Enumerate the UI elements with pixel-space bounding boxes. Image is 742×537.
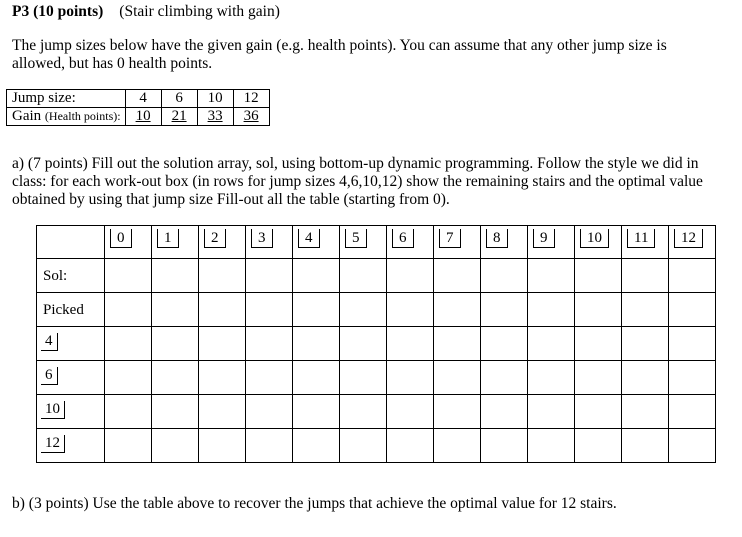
answer-cell[interactable]	[105, 293, 152, 327]
solution-row-jump-12	[37, 429, 716, 463]
answer-cell[interactable]	[246, 327, 293, 361]
answer-cell[interactable]	[575, 361, 622, 395]
row-label-text: Sol:	[43, 268, 68, 284]
answer-cell[interactable]	[669, 259, 716, 293]
answer-cell[interactable]	[387, 361, 434, 395]
answer-cell[interactable]	[387, 429, 434, 463]
row-label	[37, 361, 105, 395]
answer-cell[interactable]	[575, 429, 622, 463]
answer-cell[interactable]	[669, 293, 716, 327]
column-header-label: 1	[157, 229, 179, 248]
gain-cell	[197, 108, 233, 126]
jump-size-cell: 6	[161, 90, 197, 108]
jump-size-cell: 4	[125, 90, 161, 108]
answer-cell[interactable]	[434, 327, 481, 361]
row-label	[37, 395, 105, 429]
jump-size-row	[7, 90, 270, 108]
answer-cell[interactable]	[199, 395, 246, 429]
gain-value: 10	[135, 108, 151, 124]
answer-cell[interactable]	[434, 429, 481, 463]
answer-cell[interactable]	[622, 395, 669, 429]
answer-cell[interactable]	[575, 259, 622, 293]
answer-cell[interactable]	[528, 395, 575, 429]
answer-cell[interactable]	[340, 429, 387, 463]
row-label-text: Picked	[43, 302, 84, 318]
column-header-label: 5	[345, 229, 367, 248]
solution-header-row	[37, 226, 716, 259]
answer-cell[interactable]	[293, 395, 340, 429]
column-header	[481, 226, 528, 259]
gain-label: Gain	[12, 108, 42, 124]
answer-cell[interactable]	[293, 429, 340, 463]
problem-title: (Stair climbing with gain)	[119, 3, 280, 20]
answer-cell[interactable]	[575, 395, 622, 429]
problem-number: P3 (10 points)	[12, 3, 104, 20]
column-header	[152, 226, 199, 259]
jump-size-cell: 12	[233, 90, 269, 108]
answer-cell[interactable]	[669, 429, 716, 463]
column-header-label: 9	[533, 229, 555, 248]
row-label	[37, 259, 105, 293]
answer-cell[interactable]	[528, 327, 575, 361]
answer-cell[interactable]	[575, 293, 622, 327]
answer-cell[interactable]	[246, 395, 293, 429]
row-label-text: 10	[41, 401, 65, 419]
gain-table	[6, 89, 270, 126]
solution-table	[36, 225, 716, 463]
answer-cell[interactable]	[622, 293, 669, 327]
corner-cell	[37, 226, 105, 259]
row-label	[37, 327, 105, 361]
gain-cell	[161, 108, 197, 126]
column-header	[434, 226, 481, 259]
answer-cell[interactable]	[528, 259, 575, 293]
intro-paragraph: The jump sizes below have the given gain (e.g. health points). You can assume that any other jump size is allowed, but has 0 health points.	[12, 37, 667, 72]
answer-cell[interactable]	[152, 327, 199, 361]
answer-cell[interactable]	[105, 361, 152, 395]
answer-cell[interactable]	[293, 327, 340, 361]
column-header-label: 10	[580, 229, 609, 248]
solution-row-jump-4	[37, 327, 716, 361]
answer-cell[interactable]	[622, 429, 669, 463]
column-header	[293, 226, 340, 259]
part-a-instructions: a) (7 points) Fill out the solution array, sol, using bottom-up dynamic programming. Follow the style we did in class: for each work-out box (in rows for jump sizes 4,6,10,12) show the remaining stairs and the optimal value obtained by using that jump size Fill-out all the table (starting from 0).	[12, 155, 703, 208]
column-header	[199, 226, 246, 259]
column-header	[669, 226, 716, 259]
answer-cell[interactable]	[669, 395, 716, 429]
answer-cell[interactable]	[528, 429, 575, 463]
answer-cell[interactable]	[340, 361, 387, 395]
column-header	[340, 226, 387, 259]
answer-cell[interactable]	[152, 429, 199, 463]
answer-cell[interactable]	[528, 361, 575, 395]
column-header-label: 12	[674, 229, 703, 248]
column-header	[105, 226, 152, 259]
answer-cell[interactable]	[293, 361, 340, 395]
column-header-label: 0	[110, 229, 132, 248]
solution-row-picked	[37, 293, 716, 327]
answer-cell[interactable]	[481, 395, 528, 429]
answer-cell[interactable]	[528, 293, 575, 327]
answer-cell[interactable]	[434, 395, 481, 429]
gain-value: 36	[243, 108, 259, 124]
answer-cell[interactable]	[340, 259, 387, 293]
answer-cell[interactable]	[387, 395, 434, 429]
column-header	[528, 226, 575, 259]
column-header	[246, 226, 293, 259]
answer-cell[interactable]	[199, 327, 246, 361]
jump-size-cell: 10	[197, 90, 233, 108]
answer-cell[interactable]	[293, 259, 340, 293]
row-label-text: 4	[41, 333, 58, 351]
answer-cell[interactable]	[199, 361, 246, 395]
column-header	[387, 226, 434, 259]
answer-cell[interactable]	[246, 429, 293, 463]
solution-row-jump-10	[37, 395, 716, 429]
answer-cell[interactable]	[434, 361, 481, 395]
row-label-text: 6	[41, 367, 58, 385]
answer-cell[interactable]	[481, 361, 528, 395]
column-header-label: 11	[627, 229, 655, 248]
answer-cell[interactable]	[622, 361, 669, 395]
answer-cell[interactable]	[481, 293, 528, 327]
column-header-label: 2	[204, 229, 226, 248]
solution-row-jump-6	[37, 361, 716, 395]
answer-cell[interactable]	[434, 259, 481, 293]
answer-cell[interactable]	[387, 327, 434, 361]
answer-cell[interactable]	[434, 293, 481, 327]
row-label	[37, 429, 105, 463]
solution-row-sol	[37, 259, 716, 293]
answer-cell[interactable]	[481, 429, 528, 463]
answer-cell[interactable]	[199, 429, 246, 463]
gain-cell	[125, 108, 161, 126]
answer-cell[interactable]	[199, 259, 246, 293]
answer-cell[interactable]	[105, 327, 152, 361]
answer-cell[interactable]	[152, 293, 199, 327]
gain-cell	[233, 108, 269, 126]
answer-cell[interactable]	[246, 361, 293, 395]
answer-cell[interactable]	[669, 327, 716, 361]
gain-value: 21	[171, 108, 187, 124]
answer-cell[interactable]	[481, 327, 528, 361]
column-header-label: 8	[486, 229, 508, 248]
answer-cell[interactable]	[622, 259, 669, 293]
column-header	[575, 226, 622, 259]
problem-header	[12, 3, 280, 21]
row-label	[37, 293, 105, 327]
answer-cell[interactable]	[387, 293, 434, 327]
column-header-label: 3	[251, 229, 273, 248]
answer-cell[interactable]	[152, 361, 199, 395]
column-header-label: 6	[392, 229, 414, 248]
answer-cell[interactable]	[105, 395, 152, 429]
answer-cell[interactable]	[152, 259, 199, 293]
part-b-instructions: b) (3 points) Use the table above to recover the jumps that achieve the optimal value for 12 stairs.	[12, 495, 617, 512]
jump-size-label: Jump size:	[7, 90, 126, 108]
answer-cell[interactable]	[293, 293, 340, 327]
column-header-label: 4	[298, 229, 320, 248]
column-header-label: 7	[439, 229, 461, 248]
answer-cell[interactable]	[340, 327, 387, 361]
row-label-text: 12	[41, 435, 65, 453]
answer-cell[interactable]	[669, 361, 716, 395]
answer-cell[interactable]	[575, 327, 622, 361]
answer-cell[interactable]	[246, 259, 293, 293]
answer-cell[interactable]	[105, 259, 152, 293]
gain-value: 33	[207, 108, 223, 124]
answer-cell[interactable]	[340, 395, 387, 429]
gain-sublabel: (Health points):	[44, 109, 121, 123]
answer-cell[interactable]	[481, 259, 528, 293]
column-header	[622, 226, 669, 259]
gain-label-cell	[7, 108, 126, 126]
answer-cell[interactable]	[622, 327, 669, 361]
answer-cell[interactable]	[152, 395, 199, 429]
answer-cell[interactable]	[105, 429, 152, 463]
answer-cell[interactable]	[246, 293, 293, 327]
answer-cell[interactable]	[387, 259, 434, 293]
gain-row	[7, 108, 270, 126]
answer-cell[interactable]	[340, 293, 387, 327]
answer-cell[interactable]	[199, 293, 246, 327]
